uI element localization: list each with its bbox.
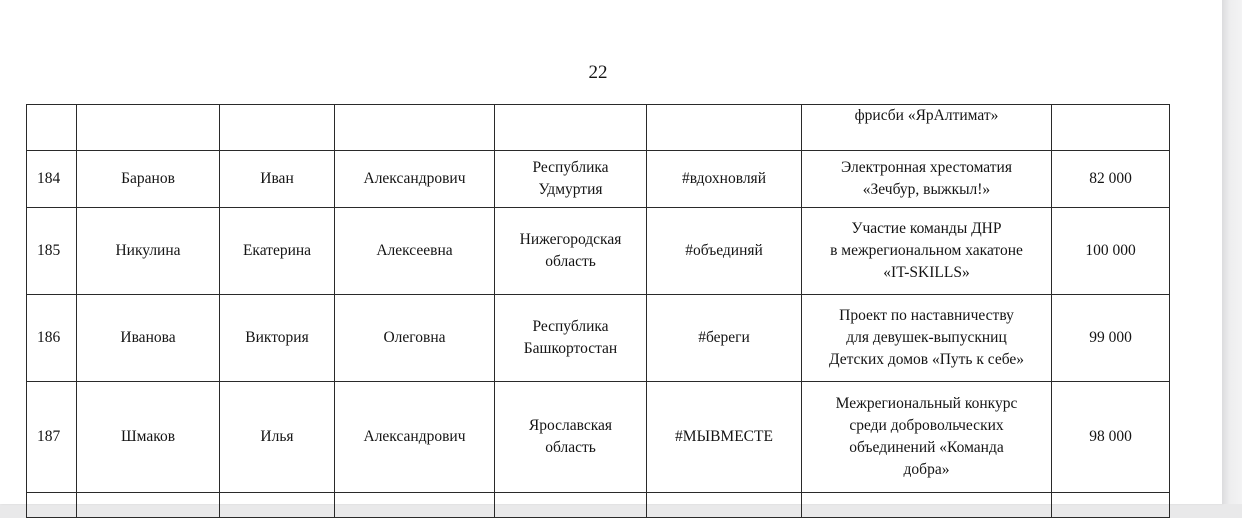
cell-patronymic: Алексеевна	[335, 208, 495, 295]
project-line: Проект по наставничеству	[839, 307, 1014, 324]
table-row	[27, 208, 1170, 295]
region-line: область	[545, 439, 596, 456]
cell-patronymic: Олеговна	[335, 295, 495, 382]
cell-amount	[1052, 493, 1170, 518]
cell-name: Иван	[220, 151, 335, 208]
cell-project	[802, 151, 1052, 208]
project-line: в межрегиональном хакатоне	[830, 242, 1023, 259]
cell-surname	[77, 105, 220, 151]
cell-amount: 99 000	[1052, 295, 1170, 382]
cell-region	[495, 151, 647, 208]
cell-name	[220, 105, 335, 151]
project-line: Электронная хрестоматия	[841, 159, 1012, 176]
cell-num: 186	[27, 295, 77, 382]
region-line: Нижегородская	[519, 231, 622, 248]
cell-project	[802, 493, 1052, 518]
cell-nomination	[647, 105, 802, 151]
table-row-partial	[27, 493, 1170, 518]
project-line: объединений «Команда	[849, 439, 1004, 456]
cell-nomination: #береги	[647, 295, 802, 382]
cell-nomination: #МЫВМЕСТЕ	[647, 382, 802, 493]
cell-name	[220, 493, 335, 518]
project-line: Межрегиональный конкурс	[835, 395, 1018, 412]
region-line: Ярославская	[528, 417, 613, 434]
region-line: Башкортостан	[523, 340, 618, 357]
cell-region	[495, 105, 647, 151]
cell-project	[802, 208, 1052, 295]
cell-surname	[77, 493, 220, 518]
table-row	[27, 151, 1170, 208]
cell-amount: 82 000	[1052, 151, 1170, 208]
project-line: добра»	[903, 461, 950, 478]
project-line: для девушек-выпускниц	[846, 329, 1007, 346]
cell-surname: Баранов	[77, 151, 220, 208]
cell-region	[495, 493, 647, 518]
region-line: Республика	[532, 159, 609, 176]
project-line: Участие команды ДНР	[851, 220, 1002, 237]
cell-nomination	[647, 493, 802, 518]
project-line: среди добровольческих	[849, 417, 1004, 434]
cell-region	[495, 382, 647, 493]
project-line: «IT-SKILLS»	[883, 264, 970, 281]
cell-surname: Иванова	[77, 295, 220, 382]
cell-amount: 100 000	[1052, 208, 1170, 295]
cell-name: Виктория	[220, 295, 335, 382]
cell-nomination: #объединяй	[647, 208, 802, 295]
project-line: «Зечбур, выжкыл!»	[862, 181, 991, 198]
table-row	[27, 382, 1170, 493]
region-line: область	[545, 253, 596, 270]
cell-num	[27, 493, 77, 518]
cell-num: 185	[27, 208, 77, 295]
cell-patronymic	[335, 105, 495, 151]
project-line: Детских домов «Путь к себе»	[828, 351, 1025, 368]
cell-name: Илья	[220, 382, 335, 493]
cell-region	[495, 295, 647, 382]
cell-region	[495, 208, 647, 295]
cell-amount	[1052, 105, 1170, 151]
region-line: Республика	[532, 318, 609, 335]
cell-num: 184	[27, 151, 77, 208]
cell-surname: Шмаков	[77, 382, 220, 493]
table-row	[27, 295, 1170, 382]
table-row-continuation	[27, 105, 1170, 151]
page-number: 22	[588, 62, 608, 83]
page-edge-shadow	[1222, 0, 1242, 504]
cell-amount: 98 000	[1052, 382, 1170, 493]
cell-project	[802, 295, 1052, 382]
cell-num	[27, 105, 77, 151]
cell-patronymic	[335, 493, 495, 518]
cell-project	[802, 105, 1052, 151]
grant-registry-table	[26, 104, 1170, 518]
cell-name: Екатерина	[220, 208, 335, 295]
cell-nomination: #вдохновляй	[647, 151, 802, 208]
region-line: Удмуртия	[538, 181, 603, 198]
cell-surname: Никулина	[77, 208, 220, 295]
cell-num: 187	[27, 382, 77, 493]
cell-patronymic: Александрович	[335, 382, 495, 493]
project-line: фрисби «ЯрАлтимат»	[854, 107, 999, 124]
cell-patronymic: Александрович	[335, 151, 495, 208]
cell-project	[802, 382, 1052, 493]
